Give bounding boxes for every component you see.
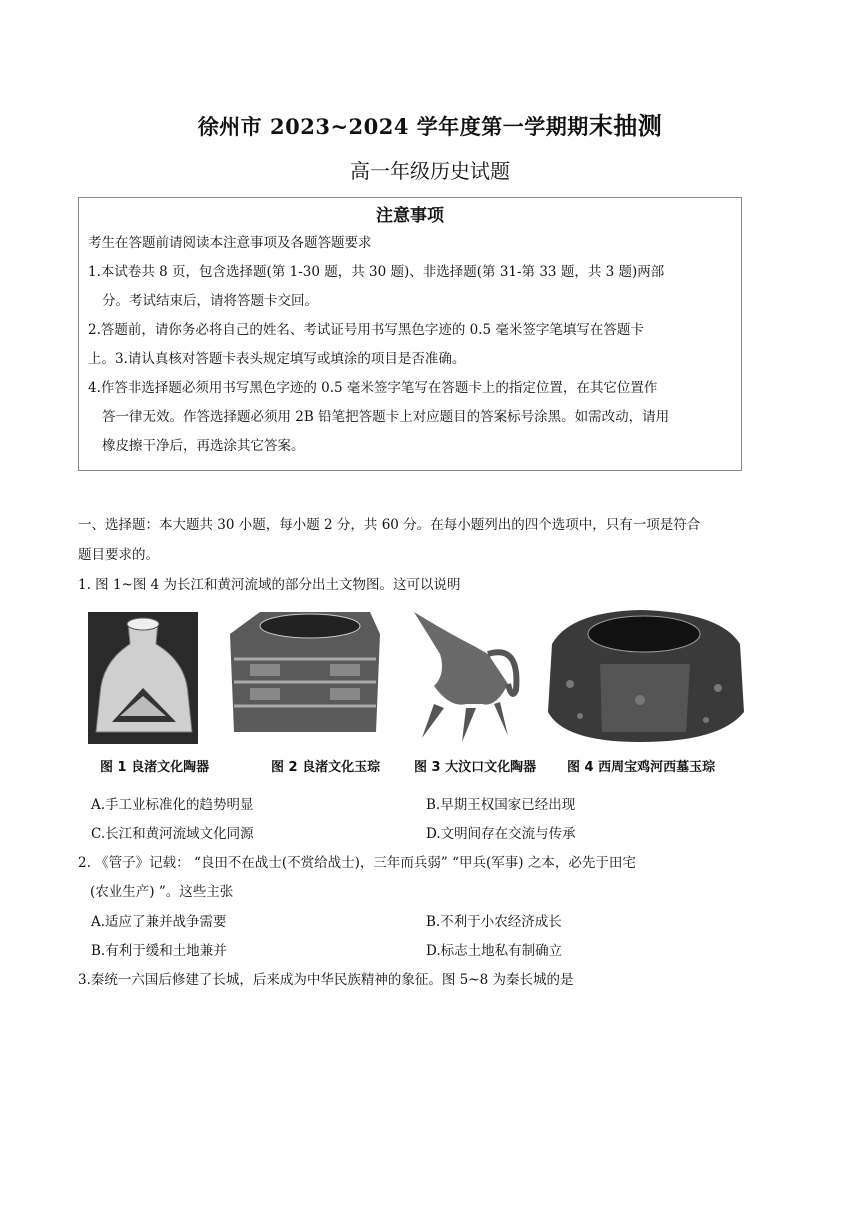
q1-option-d: D.文明间存在交流与传承 bbox=[426, 826, 576, 842]
notice-item-2: 2.答题前，请你务必将自己的姓名、考试证号用书写黑色字迹的 0.5 毫米签字笔填写在答题卡 bbox=[88, 322, 644, 338]
q2-option-c: B.有利于缓和土地兼并 bbox=[91, 943, 227, 959]
q2-option-a: A.适应了兼并战争需要 bbox=[91, 914, 227, 930]
question-2-stem: 2. 《管子》记载： “良田不在战士(不赏给战士)，三年而兵弱” “甲兵(军事) 之本，必先于田宅 bbox=[78, 855, 636, 871]
figure-3-caption: 图 3 大汶口文化陶器 bbox=[414, 760, 537, 775]
notice-item-2-cont: 上。3.请认真核对答题卡表头规定填写或填涂的项目是否准确。 bbox=[88, 351, 466, 367]
title-tail: 末抽测 bbox=[588, 111, 663, 140]
page-subtitle: 高一年级历史试题 bbox=[350, 159, 510, 183]
page-title bbox=[0, 106, 860, 141]
q2-option-d: D.标志土地私有制确立 bbox=[426, 943, 563, 959]
notice-item-4: 4.作答非选择题必须用书写黑色字迹的 0.5 毫米签字笔写在答题卡上的指定位置，在其它位置作 bbox=[88, 380, 658, 396]
figure-3-dawenkou-pottery-image bbox=[404, 604, 528, 744]
notice-item-1: 1.本试卷共 8 页，包含选择题(第 1-30 题，共 30 题)、非选择题(第 31-第 33 题，共 3 题)两部 bbox=[88, 264, 665, 280]
q1-option-a: A.手工业标准化的趋势明显 bbox=[91, 797, 254, 813]
notice-item-4-cont: 答一律无效。作答选择题必须用 2B 铅笔把答题卡上对应题目的答案标号涂黑。如需改动，请用 bbox=[102, 409, 670, 425]
section-heading: 一、选择题：本大题共 30 小题，每小题 2 分，共 60 分。在每小题列出的四个选项中，只有一项是符合 bbox=[78, 517, 701, 533]
figure-2-jade-cong-image bbox=[220, 604, 388, 744]
notice-box bbox=[78, 197, 742, 471]
section-heading-cont: 题目要求的。 bbox=[78, 547, 159, 563]
question-2-stem-cont: (农业生产) ”。这些主张 bbox=[90, 884, 234, 900]
figure-4-caption: 图 4 西周宝鸡河西墓玉琮 bbox=[567, 760, 716, 775]
notice-item-1-cont: 分。考试结束后，请将答题卡交回。 bbox=[102, 293, 318, 309]
figure-2-caption: 图 2 良渚文化玉琮 bbox=[271, 760, 381, 775]
question-3-stem: 3.秦统一六国后修建了长城，后来成为中华民族精神的象征。图 5~8 为秦长城的是 bbox=[78, 972, 574, 988]
notice-heading: 注意事项 bbox=[376, 206, 444, 226]
question-1-stem: 1. 图 1~图 4 为长江和黄河流域的部分出土文物图。这可以说明 bbox=[78, 577, 461, 593]
q1-option-c: C.长江和黄河流域文化同源 bbox=[91, 826, 254, 842]
title-main: 徐州市 2023~2024 学年度第一学期期 bbox=[197, 114, 589, 139]
figure-1-pottery-image bbox=[88, 604, 198, 744]
notice-intro: 考生在答题前请阅读本注意事项及各题答题要求 bbox=[88, 235, 372, 251]
q1-option-b: B.早期王权国家已经出现 bbox=[426, 797, 576, 813]
q2-option-b: B.不利于小农经济成长 bbox=[426, 914, 562, 930]
notice-item-4-cont2: 橡皮擦干净后，再选涂其它答案。 bbox=[102, 438, 305, 454]
figure-1-caption: 图 1 良渚文化陶器 bbox=[100, 760, 210, 775]
figure-4-western-zhou-cong-image bbox=[540, 604, 748, 744]
